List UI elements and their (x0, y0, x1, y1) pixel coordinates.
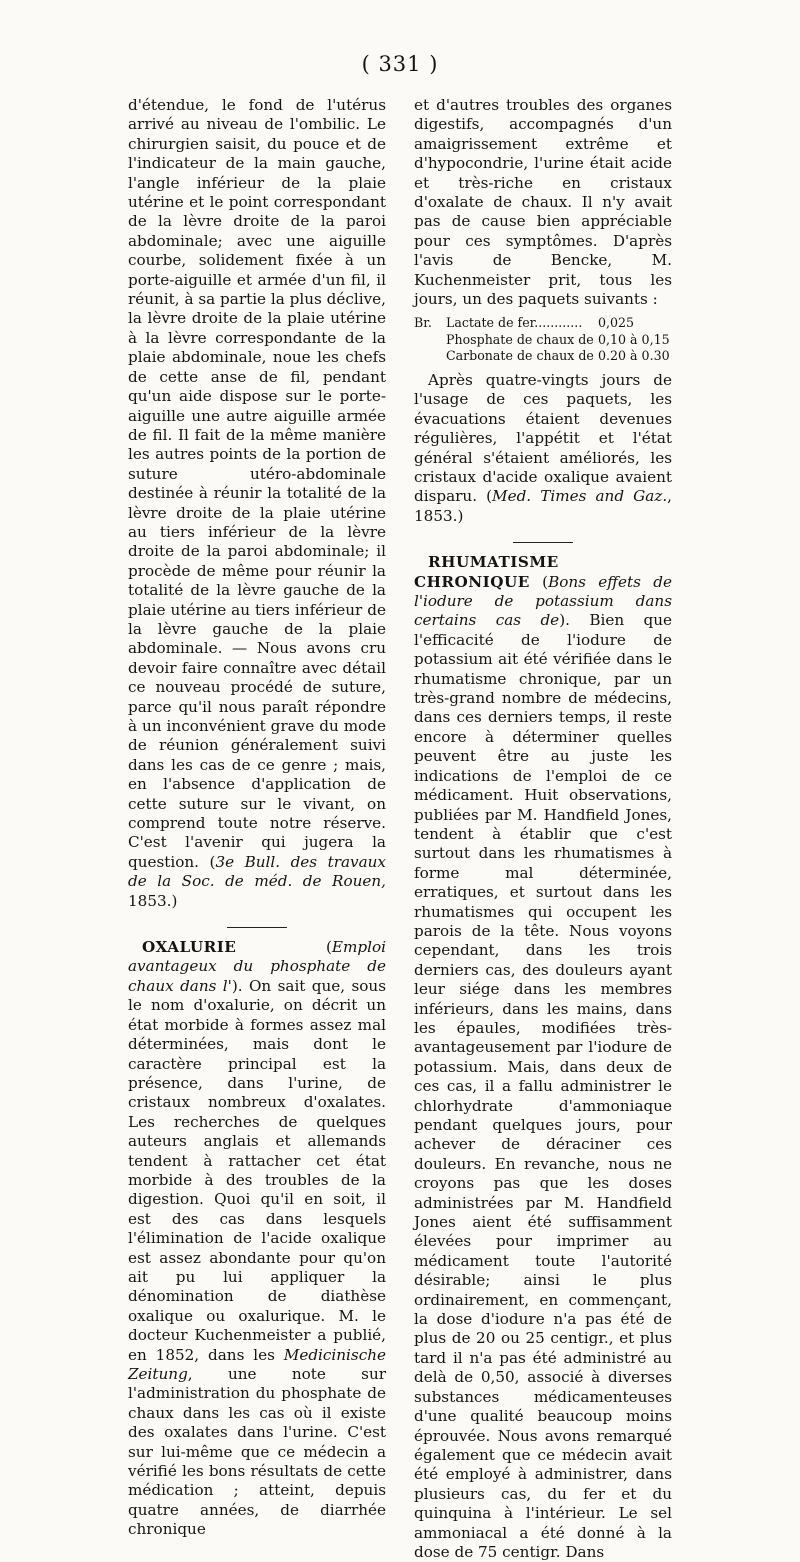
formula-row (414, 315, 672, 332)
formula-row (414, 332, 672, 349)
oxalurie-continuation-text: et d'autres troubles des organes digestifs, accompagnés d'un amaigrissement extrême et d'hypocondrie, l'urine était acide et très-riche en cristaux d'oxalate de chaux. Il n'y avait pas de cause bien appréciable pour ces symptômes. D'après l'avis de Bencke, M. Kuchenmeister prit, tous les jours, un des paquets suivants : (414, 96, 672, 309)
oxalurie-outcome-citation: Med. Times and Gaz. (492, 487, 668, 506)
formula-dose: 0,10 à 0,15 (598, 331, 670, 347)
oxalurie-subtitle: Emploi avantageux du phosphate de chaux dans l' (128, 938, 386, 995)
oxalurie-outcome-text: Après quatre-vingts jours de l'usage de ces paquets, les évacuations étaient devenues régulières, l'appétit et l'état général s'étaient améliorés, les cristaux d'acide oxalique avaient disparu. ( (414, 370, 672, 506)
oxalurie-paren-close: ). (231, 976, 249, 995)
formula-dose: 0,025 (598, 315, 635, 331)
formula-ingredient: Phosphate de chaux de (446, 331, 594, 347)
oxalurie-heading: OXALURIE (142, 938, 237, 957)
oxalurie-body-1: On sait que, sous le nom d'oxalurie, on décrit un état morbide à formes assez mal déterminées, mais dont le caractère principal est la présence, dans l'urine, de cristaux nombreux d'oxalates. Les recherches de quelques auteurs anglais et allemands tendent à rattacher cet état morbide à des troubles de la digestion. Quoi qu'il en soit, il est des cas dans lesquels l'élimination de l'acide oxalique est assez abondante pour qu'on ait pu lui appliquer la dénomination de diathèse oxalique ou oxalurique. M. le docteur Kuchenmeister a publié, en 1852, dans les (128, 976, 386, 1364)
formula-ingredient: Carbonate de chaux de (446, 348, 594, 364)
section-divider (513, 542, 573, 543)
oxalurie-paren-open: ( (236, 938, 332, 957)
rhumatisme-paren-close: ). (559, 611, 590, 630)
oxalurie-outcome-citation-end: , 1853.) (414, 487, 672, 525)
formula-row (414, 348, 672, 365)
surgery-text: d'étendue, le fond de l'utérus arrivé au niveau de l'ombilic. Le chirurgien saisit, du pouce et de l'indicateur de la main gauche, l'angle inférieur de la plaie utérine et le point correspondant de la lèvre droite de la paroi abdominale; avec une aiguille courbe, solidement fixée à un porte-aiguille et armée d'un fil, il réunit, à sa partie la plus déclive, la lèvre droite de la plaie utérine à la lèvre correspondante de la plaie abdominale, noue les chefs de cette anse de fil, pendant qu'un aide dispose sur le porte-aiguille une autre aiguille armée de fil. Il fait de la même manière les autres points de la portion de suture utéro-abdominale destinée à réunir la totalité de la lèvre droite de la plaie utérine au tiers inférieur de la lèvre droite de la paroi abdominale; il procède de même pour réunir la totalité de la lèvre gauche de la plaie utérine au tiers inférieur de la lèvre gauche de la plaie abdominale. — Nous avons cru devoir faire connaître avec détail ce nouveau procédé de suture, parce qu'il nous paraît répondre à un inconvénient grave du mode de réunion généralement suivi dans les cas de ce genre ; mais, en l'absence d'application de cette suture sur le vivant, on comprend toute notre réserve. C'est l'avenir qui jugera la question. ( (128, 96, 386, 871)
rhumatisme-subtitle: Bons effets de l'iodure de potassium dans certains cas de (414, 572, 672, 630)
surgery-citation: 3e Bull. des travaux de la Soc. de méd. de Rouen, (128, 852, 386, 891)
oxalurie-outcome (414, 371, 672, 526)
formula-lead: Br. (414, 315, 432, 331)
formula-ingredient: Lactate de fer............ (446, 315, 583, 331)
oxalurie-body-2: , une note sur l'administration du phosphate de chaux dans les cas où il existe des oxalates dans l'urine. C'est sur lui-même que ce médecin a vérifié les bons résultats de cette médication ; atteint, depuis quatre années, de diarrhée chronique (128, 1365, 386, 1539)
surgery-paragraph (128, 96, 386, 911)
rhumatisme-body: Bien que l'efficacité de l'iodure de potassium ait été vérifiée dans le rhumatisme chronique, par un très-grand nombre de médecins, dans ces derniers temps, il reste encore à déterminer quelles peuvent être au juste les indications de l'emploi de ce médicament. Huit observations, publiées par M. Handfield Jones, tendent à établir que c'est surtout dans les rhumatismes à forme mal déterminée, erratiques, et surtout dans les rhumatismes qui occupent les parois de la tête. Nous voyons cependant, dans les trois derniers cas, des douleurs ayant leur siége dans les membres inférieurs, dans les mains, dans les épaules, modifiées très-avantageusement par l'iodure de potassium. Mais, dans deux de ces cas, il a fallu administrer le chlorhydrate d'ammoniaque pendant quelques jours, pour achever de déraciner ces douleurs. En revanche, nous ne croyons pas que les doses administrées par M. Handfield Jones aient été suffisamment élevées pour imprimer au médicament toute l'autorité désirable; ainsi le plus ordinairement, en commençant, la dose d'iodure n'a pas été de plus de 20 ou 25 centigr., et plus tard il n'a pas été administré au delà de 0,50, associé à diverses substances médicamenteuses d'une qualité beaucoup moins éprouvée. Nous avons remarqué également que ce médecin avait été employé à administrer, dans plusieurs cas, du fer et du quinquina à l'intérieur. Le sel ammoniacal a été donné à la dose de 75 centigr. Dans (414, 611, 672, 1561)
oxalurie-continuation (414, 96, 672, 309)
prescription-formula (414, 315, 672, 365)
rhumatisme-paren-open: ( (529, 572, 549, 591)
left-column (128, 96, 386, 1540)
right-column (414, 96, 672, 1562)
rhumatisme-heading: RHUMATISME CHRONIQUE (414, 553, 559, 591)
page-number: ( 331 ) (361, 52, 439, 76)
surgery-citation-end: 1853.) (128, 891, 178, 910)
oxalurie-journal: Medicinische Zeitung (128, 1345, 386, 1383)
oxalurie-article (128, 938, 386, 1540)
section-divider (227, 927, 287, 928)
formula-dose: 0.20 à 0.30 (598, 348, 670, 364)
rhumatisme-article (414, 553, 672, 1562)
